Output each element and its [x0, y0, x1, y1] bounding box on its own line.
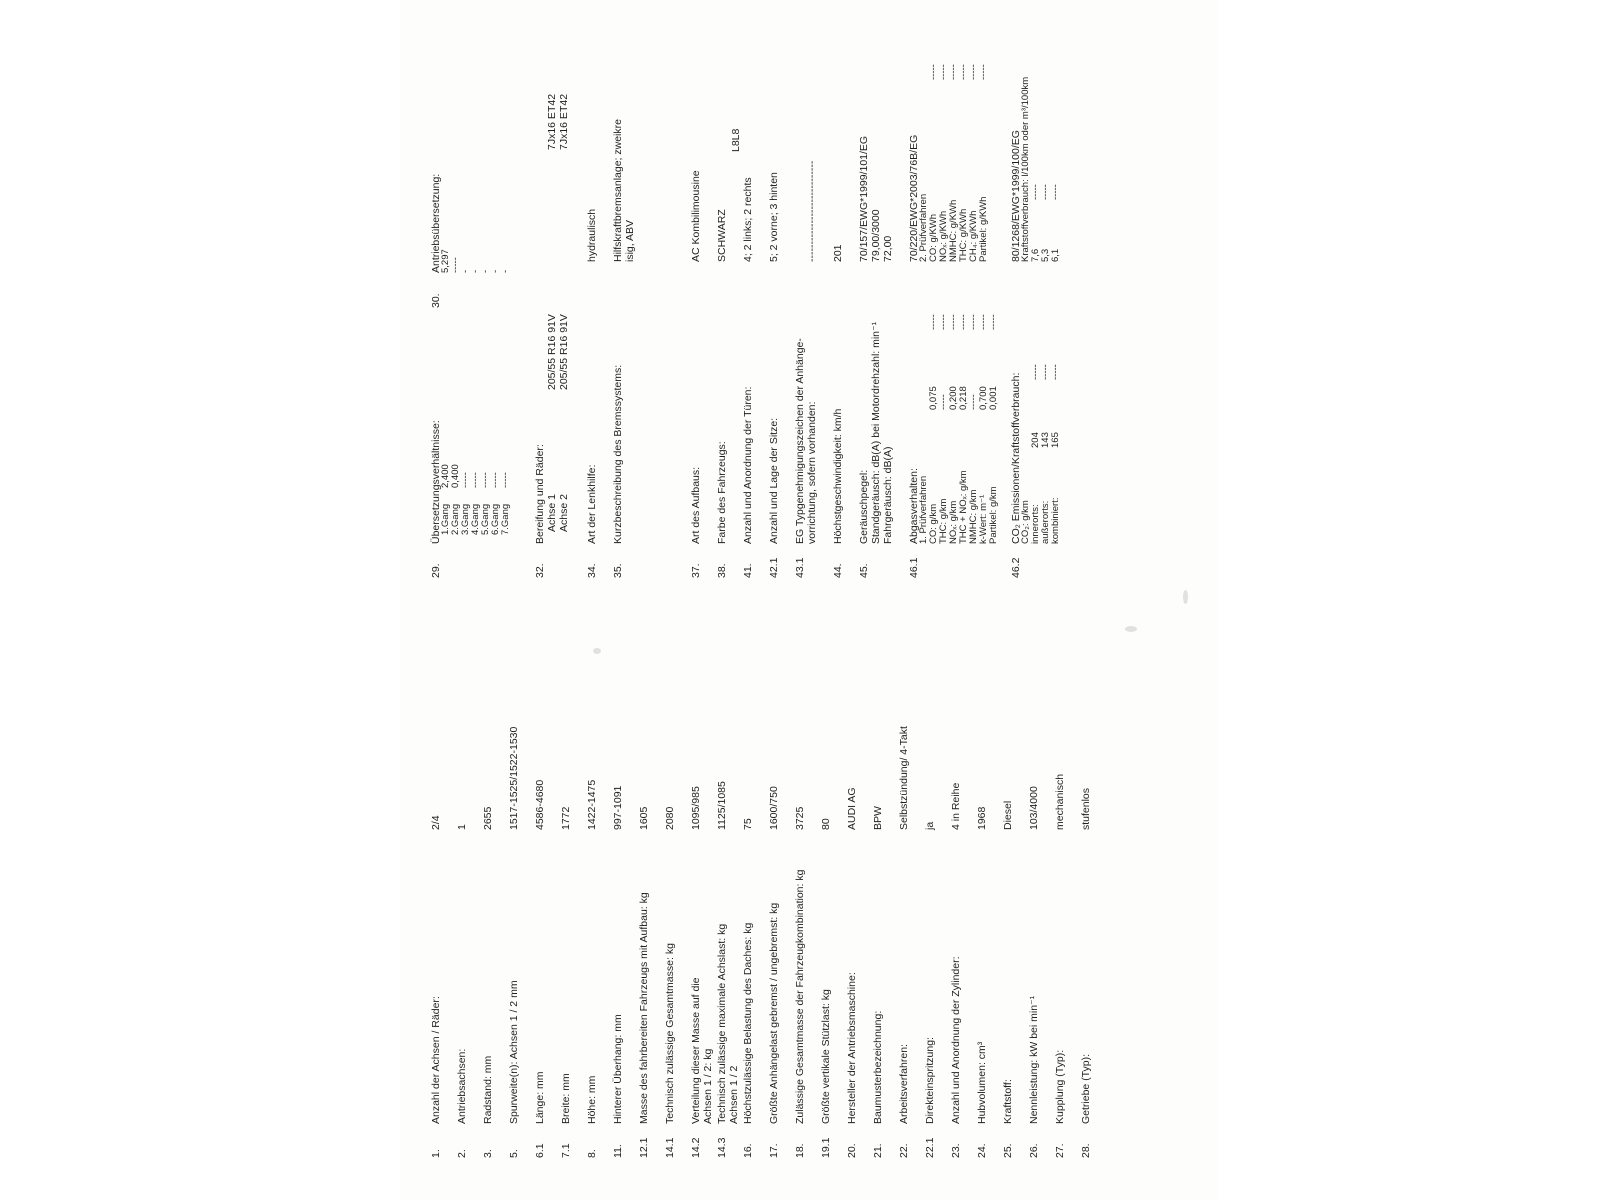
- emission-label: THC: g/km: [938, 498, 949, 544]
- emission-label: NOₓ: g/km: [948, 500, 959, 544]
- co2-row-label: kombiniert:: [1050, 497, 1061, 544]
- item-value: 1517-1525/1522-1530: [508, 726, 520, 830]
- item-number: 16.: [742, 1143, 754, 1158]
- emission-value: -----: [928, 314, 939, 330]
- item-label: Art der Lenkhilfe:: [586, 464, 598, 544]
- emission-value: -----: [948, 64, 959, 80]
- item-label: Antriebsübersetzung:: [430, 173, 442, 273]
- item-value: 79,00/3000: [870, 209, 882, 262]
- emission-value: -----: [968, 314, 979, 330]
- item-number: 2.: [456, 1149, 468, 1158]
- item-number: 26.: [1028, 1143, 1040, 1158]
- color-code: L8L8: [730, 128, 742, 152]
- item-number: 14.1: [664, 1137, 676, 1158]
- item-label: Kraftstoff:: [1002, 1079, 1014, 1124]
- item-number: 32.: [534, 563, 546, 578]
- item-label: Technisch zulässige Gesamtmasse: kg: [664, 943, 676, 1124]
- item-label: Baumusterbezeichnung:: [872, 1010, 884, 1124]
- item-number: 30.: [430, 293, 442, 308]
- item-number: 8.: [586, 1149, 598, 1158]
- fuel-value: -----: [1050, 184, 1061, 200]
- emission-value: -----: [978, 64, 989, 80]
- item-value: 103/4000: [1028, 786, 1040, 830]
- emission-value: 0,200: [948, 386, 959, 410]
- emission-value: -----: [958, 314, 969, 330]
- item-number: 22.: [898, 1143, 910, 1158]
- item-number: 17.: [768, 1143, 780, 1158]
- item-value: 72,00: [882, 235, 894, 262]
- item-value: 4; 2 links; 2 rechts: [742, 177, 754, 262]
- co2-value: -----: [1040, 364, 1051, 380]
- item-label: Höchstzulässige Belastung des Daches: kg: [742, 922, 754, 1124]
- item-value: 3725: [794, 806, 806, 830]
- test-procedure: 2. Prüfverfahren: [918, 193, 929, 262]
- item-number: 3.: [482, 1149, 494, 1158]
- item-label: vorrichtung, sofern vorhanden:: [806, 401, 818, 544]
- emission-label: k-Wert: m⁻¹: [978, 494, 989, 544]
- co2-value: 143: [1040, 432, 1051, 448]
- gear-label: 6.Gang: [490, 503, 501, 535]
- item-label: CO₂ Emissionen/Kraftstoffverbrauch:: [1010, 372, 1022, 544]
- gear-label: 3.Gang: [460, 503, 471, 535]
- item-number: 41.: [742, 563, 754, 578]
- item-value: 75: [742, 818, 754, 830]
- item-label: Achsen 1 / 2: kg: [702, 1048, 714, 1124]
- emission-value: -----: [958, 64, 969, 80]
- directive: 80/1268/EWG*1999/100/EG: [1010, 130, 1022, 262]
- emission-value: -----: [968, 64, 979, 80]
- item-value: Selbstzündung/ 4-Takt: [898, 726, 910, 830]
- item-number: 12.1: [638, 1137, 650, 1158]
- emission-value: -----: [928, 64, 939, 80]
- item-label: Übersetzungsverhältnisse:: [430, 420, 442, 544]
- drive-value: 5,297: [440, 249, 451, 273]
- item-label: Getriebe (Typ):: [1080, 1053, 1092, 1124]
- gear-label: 1.Gang: [440, 503, 451, 535]
- emission-label: Partikel: g/km: [988, 486, 999, 544]
- item-number: 35.: [612, 563, 624, 578]
- co2-value: -----: [1050, 364, 1061, 380]
- item-number: 37.: [690, 563, 702, 578]
- gear-value: 2,400: [440, 464, 451, 488]
- emission-label: THC + NOₓ: g/km: [958, 470, 969, 544]
- item-number: 24.: [976, 1143, 988, 1158]
- gear-value: -----: [490, 472, 501, 488]
- fuel-value: 5,3: [1040, 248, 1051, 262]
- item-value: 1968: [976, 806, 988, 830]
- document-sheet: [400, 0, 1218, 1200]
- axle-label: Achse 2: [558, 494, 570, 532]
- fuel-value: 7,6: [1030, 248, 1041, 262]
- emission-value: -----: [978, 314, 989, 330]
- item-number: 22.1: [924, 1137, 936, 1158]
- item-label: Abgasverhalten:: [908, 468, 920, 544]
- emission-value: -----: [968, 394, 979, 410]
- item-value: 1600/750: [768, 786, 780, 830]
- item-label: Nennleistung: kW bei min⁻¹: [1028, 995, 1040, 1124]
- item-number: 46.1: [908, 557, 920, 578]
- item-number: 14.3: [716, 1137, 728, 1158]
- emission-value: -----: [938, 394, 949, 410]
- item-number: 18.: [794, 1143, 806, 1158]
- item-value: Diesel: [1002, 800, 1014, 830]
- emission-value: 0,218: [958, 386, 969, 410]
- drive-value: -: [460, 269, 471, 273]
- item-label: Spurweite(n): Achsen 1 / 2 mm: [508, 980, 520, 1124]
- item-number: 29.: [430, 563, 442, 578]
- item-value: mechanisch: [1054, 773, 1066, 830]
- gear-value: 0,400: [450, 464, 461, 488]
- item-label: Geräuschpegel:: [858, 469, 870, 544]
- item-value: 5; 2 vorne; 3 hinten: [768, 172, 780, 262]
- co2-value: 204: [1030, 432, 1041, 448]
- item-label: Höhe: mm: [586, 1075, 598, 1124]
- item-number: 20.: [846, 1143, 858, 1158]
- item-value: 80: [820, 818, 832, 830]
- item-value: 201: [832, 244, 844, 262]
- drive-value: -: [480, 269, 491, 273]
- item-value: Hilfskraftbremsanlage; zweikre: [612, 119, 624, 262]
- gear-label: 7.Gang: [500, 503, 511, 535]
- gear-value: -----: [480, 472, 491, 488]
- item-label: Breite: mm: [560, 1073, 572, 1124]
- item-label: Anzahl und Lage der Sitze:: [768, 417, 780, 544]
- item-value: hydraulisch: [586, 208, 598, 262]
- item-label: Kraftstoffverbrauch: l/100km oder m³/100km: [1020, 76, 1031, 262]
- gear-label: 2.Gang: [450, 503, 461, 535]
- emission-label: CH₄: g/KWh: [968, 210, 979, 262]
- emission-label: THC: g/KWh: [958, 208, 969, 262]
- directive: 70/157/EWG*1999/101/EG: [858, 135, 870, 262]
- item-number: 38.: [716, 563, 728, 578]
- fuel-value: -----: [1030, 184, 1041, 200]
- item-number: 23.: [950, 1143, 962, 1158]
- item-number: 11.: [612, 1144, 624, 1158]
- item-value: 1605: [638, 806, 650, 830]
- gear-value: -----: [470, 472, 481, 488]
- item-label: Hersteller der Antriebsmaschine:: [846, 972, 858, 1124]
- item-label: Radstand: mm: [482, 1055, 494, 1124]
- item-label: Direkteinspritzung:: [924, 1037, 936, 1124]
- item-label: Bereifung und Räder:: [534, 444, 546, 544]
- item-label: EG Typgenehmigungszeichen der Anhänge-: [794, 338, 806, 544]
- item-label: Masse des fahrbereiten Fahrzeugs mit Aufbau: kg: [638, 892, 650, 1124]
- gear-label: 4.Gang: [470, 503, 481, 535]
- item-number: 43.1: [794, 557, 806, 578]
- item-number: 42.1: [768, 557, 780, 578]
- item-label: Länge: mm: [534, 1071, 546, 1124]
- item-value: 1095/985: [690, 786, 702, 830]
- item-label: Kupplung (Typ):: [1054, 1049, 1066, 1124]
- item-label: CO₂: g/km: [1020, 500, 1031, 544]
- item-number: 25.: [1002, 1143, 1014, 1158]
- item-number: 7.1: [560, 1143, 572, 1158]
- item-label: Anzahl und Anordnung der Türen:: [742, 386, 754, 544]
- directive: 70/220/EWG*2003/76B/EG: [908, 134, 920, 262]
- gear-value: -----: [460, 472, 471, 488]
- axle-label: Achse 1: [546, 494, 558, 532]
- item-label: Hinterer Überhang: mm: [612, 1014, 624, 1124]
- item-number: 21.: [872, 1143, 884, 1158]
- emission-value: -----: [948, 314, 959, 330]
- item-value: AC Kombilimousine: [690, 170, 702, 262]
- emission-value: 0,001: [988, 386, 999, 410]
- item-value: 997-1091: [612, 785, 624, 830]
- item-label: Art des Aufbaus:: [690, 466, 702, 544]
- emission-label: NMHC: g/KWh: [948, 199, 959, 262]
- item-number: 45.: [858, 563, 870, 578]
- emission-value: 0,075: [928, 386, 939, 410]
- item-label: Hubvolumen: cm³: [976, 1041, 988, 1124]
- item-value: 2/4: [430, 815, 442, 830]
- emission-label: NMHC: g/km: [968, 489, 979, 544]
- emission-label: CO: g/KWh: [928, 213, 939, 262]
- item-number: 1.: [430, 1149, 442, 1158]
- item-number: 19.1: [820, 1137, 832, 1158]
- item-label: Höchstgeschwindigkeit: km/h: [832, 408, 844, 544]
- emission-value: -----: [988, 314, 999, 330]
- item-value: ja: [924, 821, 936, 830]
- item-label: Kurzbeschreibung des Bremssystems:: [612, 364, 624, 544]
- item-value: 1: [456, 824, 468, 830]
- drive-value: -----: [450, 257, 461, 273]
- rim-size: 7Jx16 ET42: [558, 93, 570, 150]
- co2-row-label: innerorts:: [1030, 504, 1041, 544]
- emission-value: -----: [938, 64, 949, 80]
- item-label: Größte vertikale Stützlast: kg: [820, 989, 832, 1124]
- item-label: Antriebsachsen:: [456, 1048, 468, 1124]
- co2-value: -----: [1030, 364, 1041, 380]
- item-value: 4 in Reihe: [950, 782, 962, 830]
- gear-value: -----: [500, 472, 511, 488]
- item-value: BPW: [872, 806, 884, 830]
- emission-value: -----: [938, 314, 949, 330]
- item-label: Anzahl der Achsen / Räder:: [430, 996, 442, 1124]
- item-value: SCHWARZ: [716, 209, 728, 262]
- item-value: 1125/1085: [716, 781, 728, 830]
- rim-size: 7Jx16 ET42: [546, 93, 558, 150]
- drive-value: -: [470, 269, 481, 273]
- fuel-value: 6,1: [1050, 248, 1061, 262]
- emission-label: NOₓ: g/KWh: [938, 210, 949, 262]
- item-label: Zulässige Gesamtmasse der Fahrzeugkombination: kg: [794, 869, 806, 1124]
- item-number: 34.: [586, 563, 598, 578]
- drive-value: -: [490, 269, 501, 273]
- item-value: 1772: [560, 806, 572, 830]
- item-label: Anzahl und Anordnung der Zylinder:: [950, 956, 962, 1124]
- item-label: Standgeräusch: dB(A) bei Motordrehzahl: min⁻¹: [870, 321, 882, 544]
- item-label: Achsen 1 / 2: [728, 1065, 740, 1124]
- tyre-size: 205/55 R16 91V: [546, 314, 558, 390]
- emission-label: CO: g/km: [928, 503, 939, 544]
- item-label: Fahrgeräusch: dB(A): [882, 446, 894, 544]
- item-value: 1422-1475: [586, 779, 598, 830]
- item-number: 28.: [1080, 1143, 1092, 1158]
- item-value: -----------------------------: [806, 160, 818, 262]
- item-number: 5.: [508, 1149, 520, 1158]
- item-label: Technisch zulässige maximale Achslast: kg: [716, 923, 728, 1124]
- item-value: stufenlos: [1080, 787, 1092, 830]
- item-number: 46.2: [1010, 557, 1022, 578]
- item-number: 27.: [1054, 1143, 1066, 1158]
- item-label: Verteilung dieser Masse auf die: [690, 977, 702, 1124]
- item-label: Arbeitsverfahren:: [898, 1044, 910, 1124]
- test-procedure: 1. Prüfverfahren: [918, 475, 929, 544]
- co2-value: 165: [1050, 432, 1061, 448]
- fuel-value: -----: [1040, 184, 1051, 200]
- item-label: Größte Anhängelast gebremst / ungebremst: kg: [768, 902, 780, 1124]
- item-number: 14.2: [690, 1137, 702, 1158]
- item-value: 2655: [482, 806, 494, 830]
- item-number: 44.: [832, 563, 844, 578]
- item-value: AUDI AG: [846, 787, 858, 830]
- item-value: 4586-4680: [534, 779, 546, 830]
- gear-label: 5.Gang: [480, 503, 491, 535]
- item-value: 2080: [664, 806, 676, 830]
- emission-value: 0,700: [978, 386, 989, 410]
- co2-row-label: außerorts:: [1040, 500, 1051, 544]
- tyre-size: 205/55 R16 91V: [558, 314, 570, 390]
- drive-value: -: [500, 269, 511, 273]
- item-value: isig, ABV: [624, 219, 636, 262]
- item-number: 6.1: [534, 1143, 546, 1158]
- item-label: Farbe des Fahrzeugs:: [716, 441, 728, 544]
- emission-label: Partikel: g/KWh: [978, 196, 989, 262]
